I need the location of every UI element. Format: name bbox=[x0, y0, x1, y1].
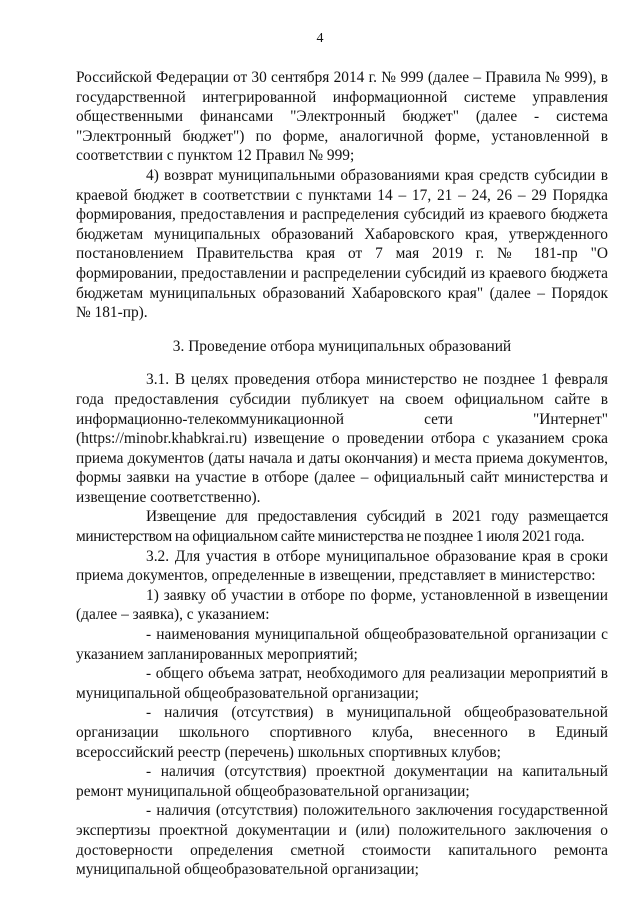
section-heading: 3. Проведение отбора муниципальных образований bbox=[172, 337, 512, 355]
paragraph-application: 1) заявку об участии в отборе по форме, установленной в извещении (далее – заявка), с указанием: bbox=[76, 586, 608, 624]
paragraph-notice-2021: Извещение для предоставления субсидий в 2021 году размещается министерством на официальном сайте министерства не позднее 1 июля 2021 года. bbox=[76, 508, 608, 546]
paragraph-rules-999-continuation: Российской Федерации от 30 сентября 2014 г. № 999 (далее – Правила № 999), в государственной интегрированной информационной системе управления общественными финансами "Электронный бюджет" (далее - система "Электронный бюджет") по форме, аналогичной форме, установленной в соответствии с пунктом 12 Правил № 999; bbox=[76, 69, 608, 165]
paragraph-3-1: 3.1. В целях проведения отбора министерство не позднее 1 февраля года предоставления субсидии публикует на своем официальном сайте в информационно-телекоммуникационной сети "Интернет" (https://minobr.khabkrai.ru) извещение о проведении отбора с указанием срока приема документов (даты начала и даты окончания) и места приема документов, формы заявки на участие в отборе (далее – официальный сайт министерства и извещение соответственно). bbox=[76, 371, 608, 506]
document-body bbox=[76, 68, 608, 880]
paragraph-item-4-refund: 4) возврат муниципальными образованиями края средств субсидии в краевой бюджет в соответствии с пунктами 14 – 17, 21 – 24, 26 – 29 Порядка формирования, предоставления и распределения субсидий из краевого бюджета бюджетам муниципальных образований Хабаровского края, утвержденного постановлением Правительства края от 7 мая 2019 г. № 181-пр "О формировании, предоставлении и распределении субсидий из краевого бюджета бюджетам муниципальных образований Хабаровского края" (далее – Порядок № 181-пр). bbox=[76, 166, 608, 322]
list-item-sports-club: - наличия (отсутствия) в муниципальной общеобразовательной организации школьного спортивного клуба, внесенного в Единый всероссийский реестр (перечень) школьных спортивных клубов; bbox=[76, 704, 608, 761]
page-number: 4 bbox=[316, 31, 324, 46]
list-item-project-docs: - наличия (отсутствия) проектной документации на капитальный ремонт муниципальной общеобразовательной организации; bbox=[76, 763, 608, 800]
list-item-expertise: - наличия (отсутствия) положительного заключения государственной экспертизы проектной документации и (или) положительного заключения о достоверности определения сметной стоимости капитального ремонта муниципальной общеобразовательной организации; bbox=[76, 802, 608, 879]
paragraph-3-2: 3.2. Для участия в отборе муниципальное образование края в сроки приема документов, определенные в извещении, представляет в министерство: bbox=[76, 547, 608, 585]
list-item-total-costs: - общего объема затрат, необходимого для реализации мероприятий в муниципальной общеобразовательной организации; bbox=[76, 665, 608, 702]
list-item-org-name: - наименования муниципальной общеобразовательной организации с указанием запланированных мероприятий; bbox=[76, 626, 608, 663]
